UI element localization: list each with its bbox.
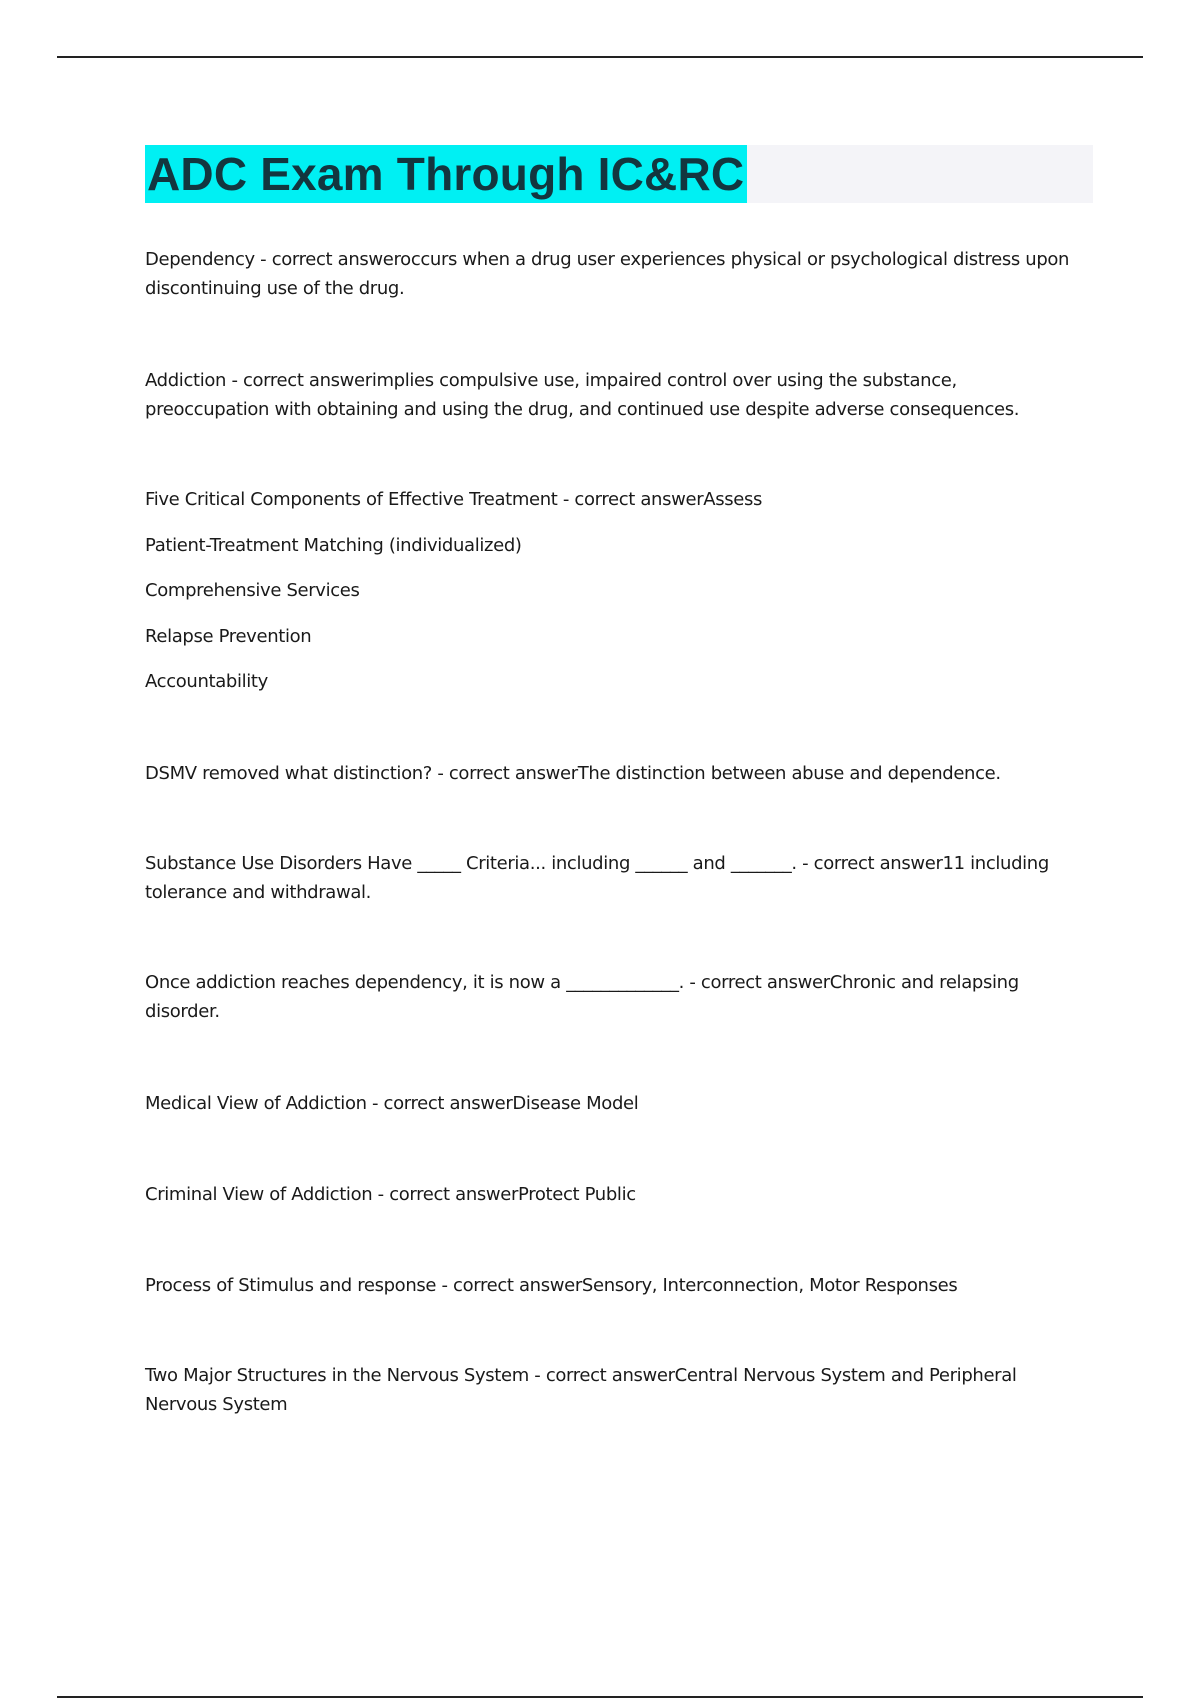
qa-entry-addiction: Addiction - correct answerimplies compulsive use, impaired control over using the substance, preoccupation with obtaining and using the drug, and continued use despite adverse consequences. <box>145 370 1020 420</box>
footer-rule <box>57 1696 1143 1698</box>
qa-entry-criminal-view: Criminal View of Addiction - correct answerProtect Public <box>145 1184 636 1205</box>
list-item-comprehensive-services: Comprehensive Services <box>145 580 360 601</box>
qa-entry-dsmv: DSMV removed what distinction? - correct answerThe distinction between abuse and dependence. <box>145 763 1001 784</box>
document-title: ADC Exam Through IC&RC <box>145 145 747 203</box>
list-item-patient-treatment-matching: Patient-Treatment Matching (individualized) <box>145 535 522 556</box>
list-item-accountability: Accountability <box>145 671 268 692</box>
qa-entry-stimulus-response: Process of Stimulus and response - correct answerSensory, Interconnection, Motor Responses <box>145 1275 958 1296</box>
qa-entry-chronic-disorder: Once addiction reaches dependency, it is now a _____________. - correct answerChronic and relapsing disorder. <box>145 972 1019 1022</box>
qa-entry-five-components: Five Critical Components of Effective Treatment - correct answerAssess <box>145 489 763 510</box>
qa-entry-nervous-system: Two Major Structures in the Nervous System - correct answerCentral Nervous System and Peripheral Nervous System <box>145 1365 1017 1415</box>
header-rule <box>57 56 1143 58</box>
list-item-relapse-prevention: Relapse Prevention <box>145 626 312 647</box>
qa-entry-substance-use-criteria: Substance Use Disorders Have _____ Criteria... including ______ and _______. - correct answer11 including tolerance and withdrawal. <box>145 853 1049 903</box>
qa-entry-dependency: Dependency - correct answeroccurs when a drug user experiences physical or psychological distress upon discontinuing use of the drug. <box>145 249 1070 299</box>
qa-entry-medical-view: Medical View of Addiction - correct answerDisease Model <box>145 1093 639 1114</box>
